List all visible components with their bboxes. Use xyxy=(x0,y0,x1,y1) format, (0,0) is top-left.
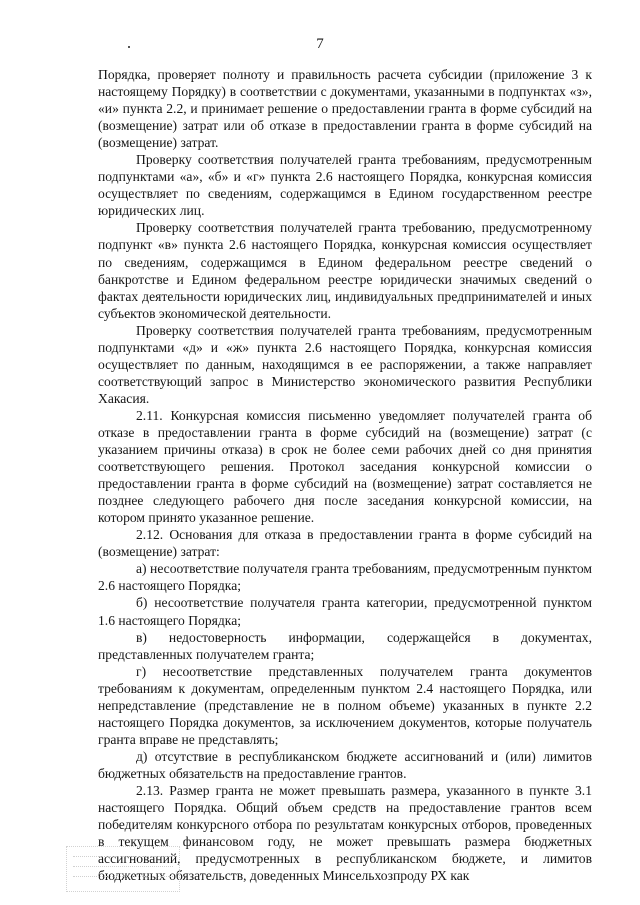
paragraph: Проверку соответствия получателей гранта требованиям, предусмотренным подпунктами «д» и «ж» пункта 2.6 настоящего Порядка, конкурсная комиссия осуществляет по данным, находящимся в ее распоряжении, а также направляет соответствующий запрос в Министерство экономического развития Республики Хакасия. xyxy=(98,322,592,406)
paragraph: 2.11. Конкурсная комиссия письменно уведомляет получателей гранта об отказе в предоставлении гранта в форме субсидий на (возмещение) затрат (с указанием причины отказа) в срок не более семи рабочих дней со дня принятия соответствующего решения. Протокол заседания конкурсной комиссии о предоставлении гранта в форме субсидий на (возмещение) затрат составляется не позднее следующего рабочего дня после заседания конкурсной комиссии, на котором принято указанное решение. xyxy=(98,407,592,526)
paragraph: д) отсутствие в республиканском бюджете ассигнований и (или) лимитов бюджетных обязательств на предоставление грантов. xyxy=(98,748,592,781)
page-number: 7 xyxy=(316,36,324,52)
paragraph: Порядка, проверяет полноту и правильность расчета субсидии (приложение 3 к настоящему Порядку) в соответствии с документами, указанными в подпунктах «з», «и» пункта 2.2, и принимает решение о предоставлении гранта в форме субсидий на (возмещение) затрат или об отказе в предоставлении гранта в форме субсидий на (возмещение) затрат. xyxy=(98,67,592,151)
paragraph: 2.12. Основания для отказа в предоставлении гранта в форме субсидий на (возмещение) затрат: xyxy=(98,527,592,560)
paragraph: а) несоответствие получателя гранта требованиям, предусмотренным пунктом 2.6 настоящего Порядка; xyxy=(98,561,592,594)
paragraph: 2.13. Размер гранта не может превышать размера, указанного в пункте 3.1 настоящего Порядка. Общий объем средств на предоставление грантов всем победителям конкурсного отбора по результатам конкурсных отборов, проведенных в текущем финансовом году, не может превышать размера бюджетных ассигнований, предусмотренных в республиканском бюджете, и лимитов бюджетных обязательств, доведенных Минсельхозпроду РХ как xyxy=(98,782,592,884)
document-body xyxy=(98,66,592,884)
paragraph: в) недостоверность информации, содержащейся в документах, представленных получателем гранта; xyxy=(98,629,592,662)
paragraph: б) несоответствие получателя гранта категории, предусмотренной пунктом 1.6 настоящего Порядка; xyxy=(98,595,592,628)
paragraph: Проверку соответствия получателей гранта требованиям, предусмотренным подпунктами «а», «б» и «г» пункта 2.6 настоящего Порядка, конкурсная комиссия осуществляет по сведениям, содержащимся в Едином государственном реестре юридических лиц. xyxy=(98,152,592,219)
faint-stamp xyxy=(66,846,180,892)
paragraph: г) несоответствие представленных получателем гранта документов требованиям к документам, определенным пунктом 2.4 настоящего Порядка, или непредставление (представление не в полном объеме) указанных в пункте 2.2 настоящего Порядка документов, за исключением документов, которые получатель гранта вправе не представлять; xyxy=(98,663,592,747)
paragraph: Проверку соответствия получателей гранта требованию, предусмотренному подпункт «в» пункта 2.6 настоящего Порядка, конкурсная комиссия осуществляет по сведениям, содержащимся в Едином федеральном реестре сведений о банкротстве и Едином федеральном реестре юридически значимых сведений о фактах деятельности юридических лиц, индивидуальных предпринимателей и иных субъектов экономической деятельности. xyxy=(98,220,592,321)
